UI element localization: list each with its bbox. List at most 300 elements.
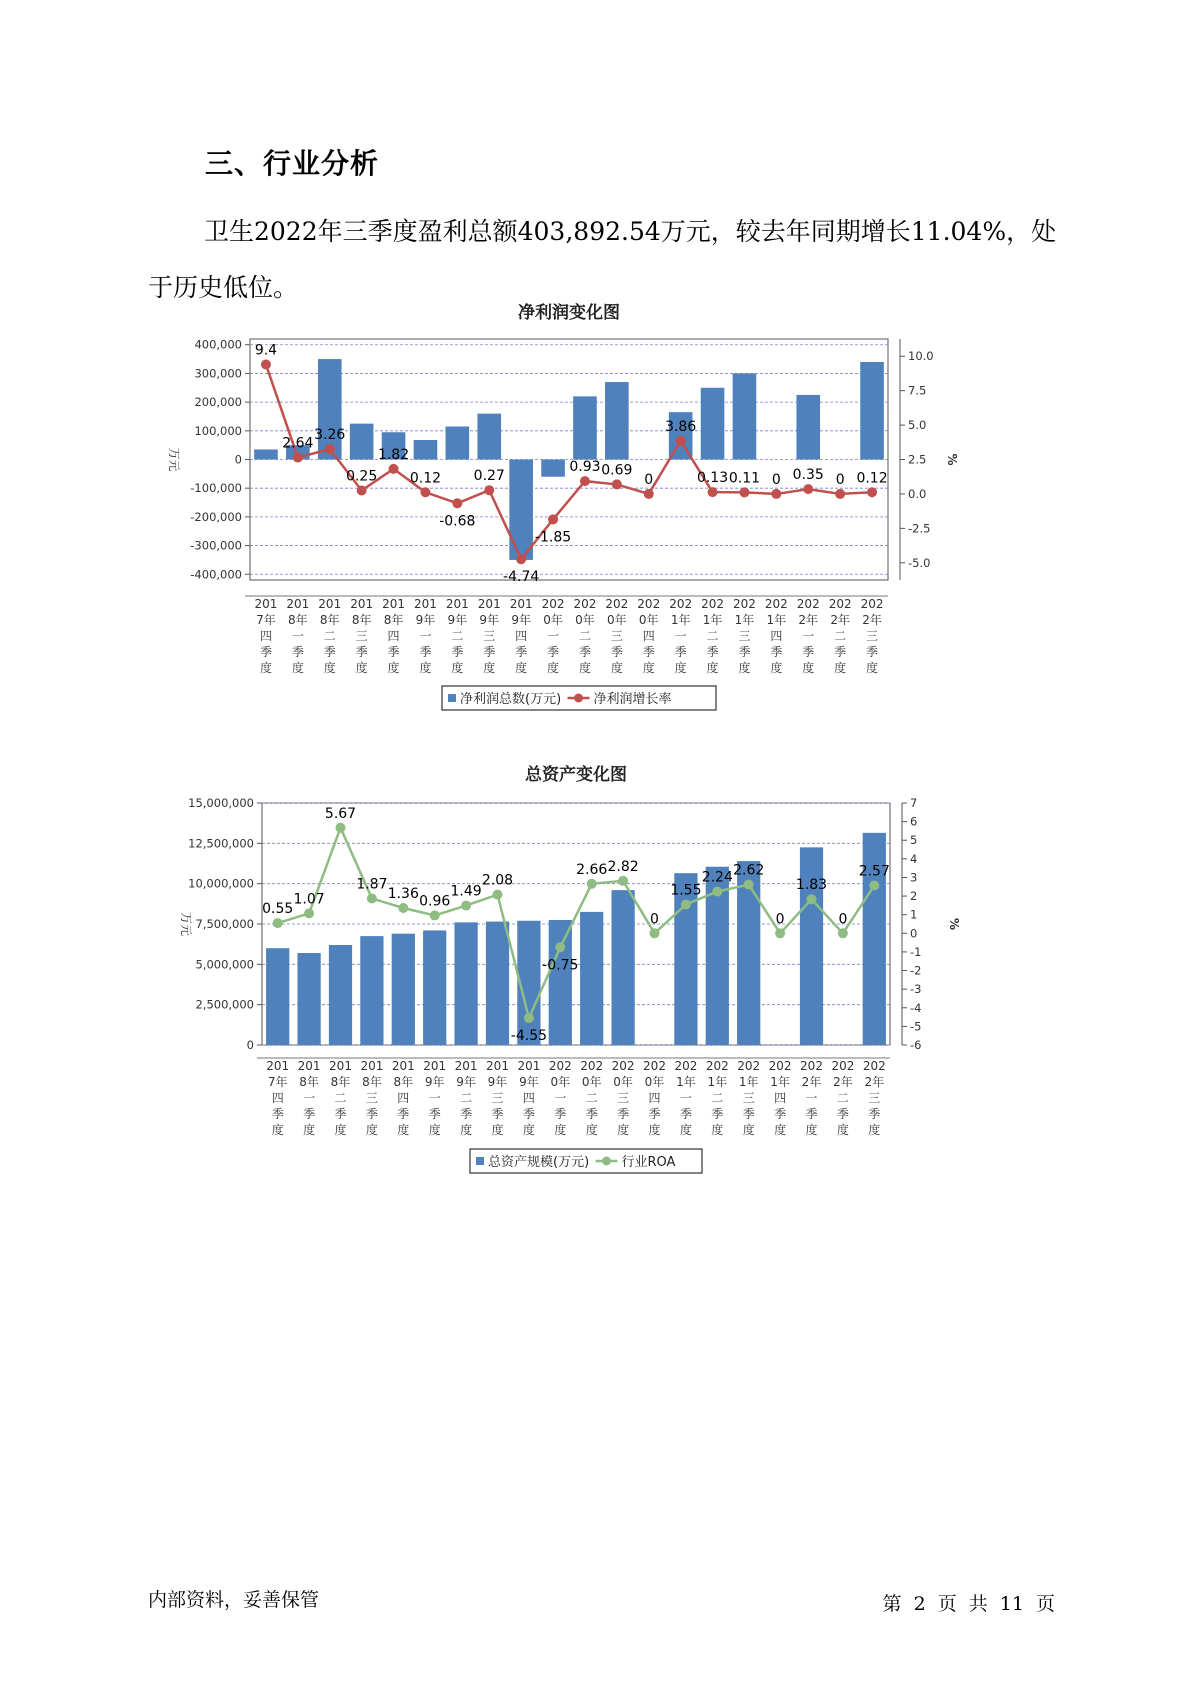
x-tick-label: 季 [774,1107,787,1121]
data-label: 0 [838,911,848,928]
data-label: 0.96 [419,893,451,910]
x-tick-label: 三 [742,1091,755,1105]
x-tick-label: 度 [259,661,272,675]
x-tick-label: 2年 [833,1075,853,1089]
x-tick-label: 四 [770,629,783,643]
x-tick-label: 度 [491,1123,504,1137]
data-label: 0.11 [728,470,761,487]
x-tick-label: 1年 [670,613,691,627]
x-tick-label: 202 [611,1059,635,1073]
right-tick-label: 0 [910,926,918,941]
x-tick-label: 202 [860,597,884,611]
x-tick-label: 二 [585,1091,598,1105]
line-point [775,928,785,938]
line-point [807,894,817,904]
bar [360,936,383,1045]
x-tick-label: 一 [554,1091,567,1105]
bar [549,920,572,1045]
x-tick-label: 201 [382,597,406,611]
data-label: 0.93 [569,459,601,476]
x-tick-label: 季 [868,1107,881,1121]
x-tick-label: 度 [834,661,847,675]
chart-title: 净利润变化图 [518,303,620,323]
x-tick-label: 二 [834,629,847,643]
data-label: 9.4 [254,342,278,359]
x-tick-label: 0年 [575,613,595,627]
x-tick-label: 三 [866,629,879,643]
data-label: 2.82 [607,858,639,875]
x-tick-label: 8年 [393,1075,414,1089]
line-point [336,823,346,833]
x-tick-label: 9年 [519,1075,539,1089]
x-tick-label: 二 [706,629,719,643]
x-tick-label: 202 [862,1059,886,1073]
x-tick-label: 201 [413,597,437,611]
x-tick-label: 二 [323,629,336,643]
x-tick-label: 季 [291,645,304,659]
right-tick-label: -5 [910,1019,922,1034]
x-tick-label: 1年 [734,613,755,627]
bar [580,912,603,1045]
x-tick-label: 202 [796,597,820,611]
x-tick-label: 季 [483,645,496,659]
x-tick-label: 度 [522,1123,535,1137]
x-tick-label: 季 [451,645,464,659]
x-tick-label: 度 [387,661,400,675]
x-tick-label: 9年 [415,613,436,627]
x-tick-label: 度 [291,661,304,675]
x-tick-label: 季 [522,1107,535,1121]
x-tick-label: 201 [329,1059,352,1073]
data-label: 1.07 [293,891,325,908]
data-label: 0.69 [601,462,633,479]
x-tick-label: 度 [805,1123,818,1137]
data-label: 1.49 [450,883,482,900]
x-tick-label: 一 [805,1091,818,1105]
right-tick-label: 3 [910,870,918,885]
x-tick-label: 8年 [383,613,404,627]
line-point [430,910,440,920]
legend-line-label: 净利润增长率 [593,692,672,707]
line-point [587,879,597,889]
line-point [838,928,848,938]
x-tick-label: 度 [460,1123,473,1137]
x-tick-label: 201 [286,597,310,611]
plot-area [262,803,890,1045]
x-tick-label: 202 [541,597,565,611]
bar [486,922,509,1045]
x-tick-label: 202 [573,597,597,611]
data-label: 0 [771,471,781,488]
data-label: 0 [644,471,654,488]
data-label: 1.87 [356,876,388,893]
x-tick-label: 季 [706,645,719,659]
line-point [273,918,283,928]
y-tick-label: 10,000,000 [188,876,254,891]
x-tick-label: 201 [266,1059,290,1073]
x-tick-label: 201 [360,1059,384,1073]
y-tick-label: 2,500,000 [195,997,254,1012]
x-tick-label: 0年 [644,1075,665,1089]
x-tick-label: 季 [397,1107,410,1121]
x-tick-label: 度 [365,1123,378,1137]
x-tick-label: 度 [515,661,528,675]
x-tick-label: 二 [460,1091,473,1105]
right-tick-label: -2.5 [908,521,931,536]
x-tick-label: 四 [648,1091,661,1105]
x-tick-label: 季 [365,1107,378,1121]
x-tick-label: 度 [706,661,719,675]
x-tick-label: 二 [334,1091,347,1105]
x-tick-label: 8年 [362,1075,382,1089]
y-tick-label: 100,000 [194,423,242,438]
right-tick-label: -5.0 [908,555,931,570]
x-tick-label: 1年 [770,1075,790,1089]
line-point [398,903,408,913]
data-label: 5.67 [324,805,357,822]
x-tick-label: 0年 [550,1075,571,1089]
x-tick-label: 201 [423,1059,447,1073]
x-tick-label: 2年 [864,1075,885,1089]
x-tick-label: 201 [517,1059,541,1073]
x-tick-label: 度 [578,661,591,675]
x-tick-label: 度 [610,661,623,675]
x-tick-label: 季 [866,645,879,659]
x-tick-label: 季 [419,645,432,659]
x-tick-label: 0年 [607,613,627,627]
data-label: 0.12 [409,470,442,487]
x-tick-label: 季 [460,1107,473,1121]
x-tick-label: 9年 [456,1075,476,1089]
x-tick-label: 202 [705,1059,729,1073]
x-tick-label: 季 [805,1107,818,1121]
data-label: 2.64 [282,435,314,452]
data-label: -4.74 [503,569,540,586]
data-label: 0.13 [696,470,729,487]
x-tick-label: 度 [303,1123,316,1137]
data-label: 3.86 [665,418,697,435]
data-label: -0.68 [439,513,476,530]
x-tick-label: 2年 [830,613,850,627]
x-tick-label: 0年 [581,1075,602,1089]
line-point [367,893,377,903]
x-tick-label: 四 [642,629,655,643]
chart-title: 总资产变化图 [525,765,627,785]
x-tick-label: 三 [610,629,623,643]
data-label: 1.82 [377,446,410,463]
right-tick-label: -4 [910,1000,922,1015]
data-label: 0.12 [856,470,888,487]
x-tick-label: 202 [701,597,725,611]
x-tick-label: 度 [617,1123,630,1137]
x-tick-label: 一 [419,629,432,643]
right-tick-label: 5.0 [908,418,927,433]
x-tick-label: 202 [831,1059,855,1073]
summary-paragraph: 卫生2022年三季度盈利总额403,892.54万元，较去年同期增长11.04%，处于历史低位。 [148,217,1057,302]
x-tick-label: 202 [637,597,661,611]
data-label: 1.83 [795,877,828,894]
x-tick-label: 201 [350,597,374,611]
x-tick-label: 度 [802,661,815,675]
x-tick-label: 季 [742,1107,755,1121]
x-tick-label: 度 [679,1123,692,1137]
x-tick-label: 202 [768,1059,792,1073]
line-point [493,890,503,900]
data-label: -1.85 [534,529,572,546]
x-tick-label: 度 [397,1123,410,1137]
y-tick-label: 200,000 [194,395,242,410]
x-tick-label: 8年 [288,613,308,627]
x-tick-label: 一 [679,1091,692,1105]
data-label: 0 [650,911,659,928]
x-tick-label: 0年 [638,613,659,627]
x-tick-label: 9年 [447,613,468,627]
x-tick-label: 8年 [299,1075,319,1089]
x-tick-label: 二 [578,629,591,643]
x-tick-label: 四 [397,1091,410,1105]
x-tick-label: 202 [800,1059,823,1073]
x-tick-label: 0年 [613,1075,633,1089]
y-tick-label: 15,000,000 [188,796,254,810]
bar [454,922,477,1045]
x-tick-label: 二 [711,1091,724,1105]
x-tick-label: 1年 [702,613,723,627]
x-tick-label: 201 [297,1059,321,1073]
x-tick-label: 三 [868,1091,881,1105]
right-tick-label: -3 [910,982,922,997]
data-label: 2.24 [701,869,733,886]
bar [266,948,289,1045]
x-tick-label: 一 [802,629,815,643]
x-tick-label: 度 [483,661,496,675]
right-tick-label: 4 [910,851,918,866]
x-tick-label: 0年 [543,613,563,627]
x-tick-label: 度 [428,1123,441,1137]
data-label: 3.26 [314,427,346,444]
right-tick-label: 0.0 [908,486,927,501]
right-tick-label: 7 [910,796,918,810]
x-tick-label: 季 [554,1107,567,1121]
x-tick-label: 202 [764,597,788,611]
x-tick-label: 202 [674,1059,698,1073]
legend-line-dot [602,1157,611,1166]
data-label: -0.75 [542,957,579,974]
x-tick-label: 季 [679,1107,692,1121]
x-tick-label: 度 [451,661,464,675]
x-tick-label: 季 [617,1107,630,1121]
x-tick-label: 201 [445,597,469,611]
x-tick-label: 季 [303,1107,316,1121]
x-tick-label: 四 [522,1091,535,1105]
line-point [304,908,314,918]
data-label: 1.55 [670,882,702,899]
x-tick-label: 度 [774,1123,787,1137]
x-tick-label: 度 [642,661,655,675]
data-label: 0 [775,911,785,928]
data-label: 2.08 [481,872,514,889]
bar [392,934,415,1045]
y-tick-label: 0 [246,1038,254,1052]
x-tick-label: 季 [271,1107,284,1121]
line-point [681,899,691,909]
y-tick-label: 300,000 [194,366,242,381]
x-tick-label: 三 [491,1091,504,1105]
x-tick-label: 季 [802,645,815,659]
data-label: 0.55 [262,901,294,918]
x-tick-label: 2年 [798,613,819,627]
x-tick-label: 202 [605,597,629,611]
x-tick-label: 度 [323,661,336,675]
x-tick-label: 四 [259,629,272,643]
x-tick-label: 8年 [330,1075,351,1089]
right-tick-label: 2.5 [908,452,927,467]
line-point [744,880,754,890]
data-label: 0.35 [792,467,824,484]
y-tick-label: -200,000 [190,509,242,524]
x-tick-label: 201 [509,597,533,611]
x-tick-label: 201 [391,1059,415,1073]
x-tick-label: 四 [774,1091,787,1105]
y-axis-label: 万元 [179,911,193,937]
data-label: 1.36 [387,885,419,902]
data-label: 2.57 [858,863,890,880]
x-tick-label: 9年 [487,1075,508,1089]
x-tick-label: 季 [648,1107,661,1121]
data-label: -4.55 [510,1028,548,1045]
y-axis-label: 万元 [167,447,181,472]
x-tick-label: 一 [428,1091,441,1105]
x-tick-label: 四 [515,629,528,643]
x-tick-label: 度 [674,661,687,675]
line-point [461,901,471,911]
x-tick-label: 202 [737,1059,761,1073]
x-tick-label: 度 [711,1123,724,1137]
x-tick-label: 度 [271,1123,284,1137]
y-tick-label: 7,500,000 [195,917,254,931]
right-tick-label: 2 [910,889,918,904]
x-tick-label: 202 [669,597,693,611]
x-tick-label: 201 [477,597,501,611]
x-tick-label: 一 [674,629,687,643]
right-tick-label: 1 [910,907,918,922]
bar [329,945,352,1045]
x-tick-label: 季 [738,645,751,659]
x-tick-label: 四 [387,629,400,643]
right-tick-label: -2 [910,963,922,978]
x-tick-label: 201 [454,1059,478,1073]
y-tick-label: 0 [234,452,242,467]
x-tick-label: 度 [547,661,560,675]
x-tick-label: 度 [836,1123,849,1137]
x-tick-label: 季 [547,645,560,659]
data-label: 2.62 [733,862,765,879]
x-tick-label: 1年 [707,1075,728,1089]
x-tick-label: 度 [334,1123,347,1137]
x-tick-label: 二 [451,629,464,643]
x-tick-label: 度 [868,1123,881,1137]
x-tick-label: 二 [836,1091,849,1105]
line-point [555,942,565,952]
line-point [524,1013,534,1023]
x-tick-label: 度 [738,661,751,675]
x-tick-label: 季 [585,1107,598,1121]
x-tick-label: 8年 [351,613,372,627]
bar [297,953,320,1045]
x-tick-label: 201 [254,597,278,611]
x-tick-label: 202 [732,597,756,611]
x-tick-label: 度 [770,661,783,675]
line-point [650,928,660,938]
legend-bar-swatch [476,1157,484,1165]
x-tick-label: 季 [674,645,687,659]
y-tick-label: -400,000 [190,567,242,582]
x-tick-label: 度 [866,661,879,675]
x-tick-label: 季 [711,1107,724,1121]
x-tick-label: 1年 [738,1075,759,1089]
footer-confidential: 内部资料，妥善保管 [148,1589,320,1611]
x-tick-label: 2年 [862,613,882,627]
bar [611,890,634,1045]
line-point [618,876,628,886]
y-tick-label: -100,000 [190,481,242,496]
x-tick-label: 201 [486,1059,509,1073]
x-tick-label: 一 [547,629,560,643]
x-tick-label: 9年 [511,613,531,627]
x-tick-label: 季 [259,645,272,659]
x-tick-label: 度 [355,661,368,675]
data-label: 2.66 [576,861,608,878]
x-tick-label: 季 [355,645,368,659]
y-tick-label: -300,000 [190,538,242,553]
x-tick-label: 202 [828,597,852,611]
x-tick-label: 1年 [676,1075,696,1089]
data-label: 0 [835,471,845,488]
y-tick-label: 400,000 [194,337,242,352]
legend-bar-label: 净利润总数(万元) [460,692,562,707]
x-tick-label: 季 [334,1107,347,1121]
right-axis-label: % [947,917,961,931]
y-tick-label: 5,000,000 [195,957,254,972]
right-tick-label: 5 [910,833,918,848]
x-tick-label: 季 [642,645,655,659]
bar [423,930,446,1045]
x-tick-label: 度 [585,1123,598,1137]
x-tick-label: 季 [836,1107,849,1121]
right-tick-label: -6 [910,1038,922,1052]
x-tick-label: 季 [578,645,591,659]
x-tick-label: 季 [610,645,623,659]
footer-page-number: 第 2 页 共 11 页 [882,1593,1055,1615]
x-tick-label: 季 [323,645,336,659]
data-label: 0.27 [473,468,505,485]
x-tick-label: 202 [643,1059,666,1073]
x-tick-label: 三 [365,1091,378,1105]
right-tick-label: 6 [910,814,918,829]
x-tick-label: 三 [355,629,368,643]
right-tick-label: 10.0 [908,349,934,364]
x-tick-label: 季 [387,645,400,659]
right-axis-label: % [945,453,959,466]
x-tick-label: 8年 [319,613,340,627]
x-tick-label: 7年 [267,1075,288,1089]
data-label: 0.25 [346,468,378,485]
y-tick-label: 12,500,000 [188,836,254,851]
x-tick-label: 季 [834,645,847,659]
x-tick-label: 9年 [424,1075,445,1089]
x-tick-label: 202 [580,1059,604,1073]
x-tick-label: 度 [419,661,432,675]
x-tick-label: 季 [428,1107,441,1121]
